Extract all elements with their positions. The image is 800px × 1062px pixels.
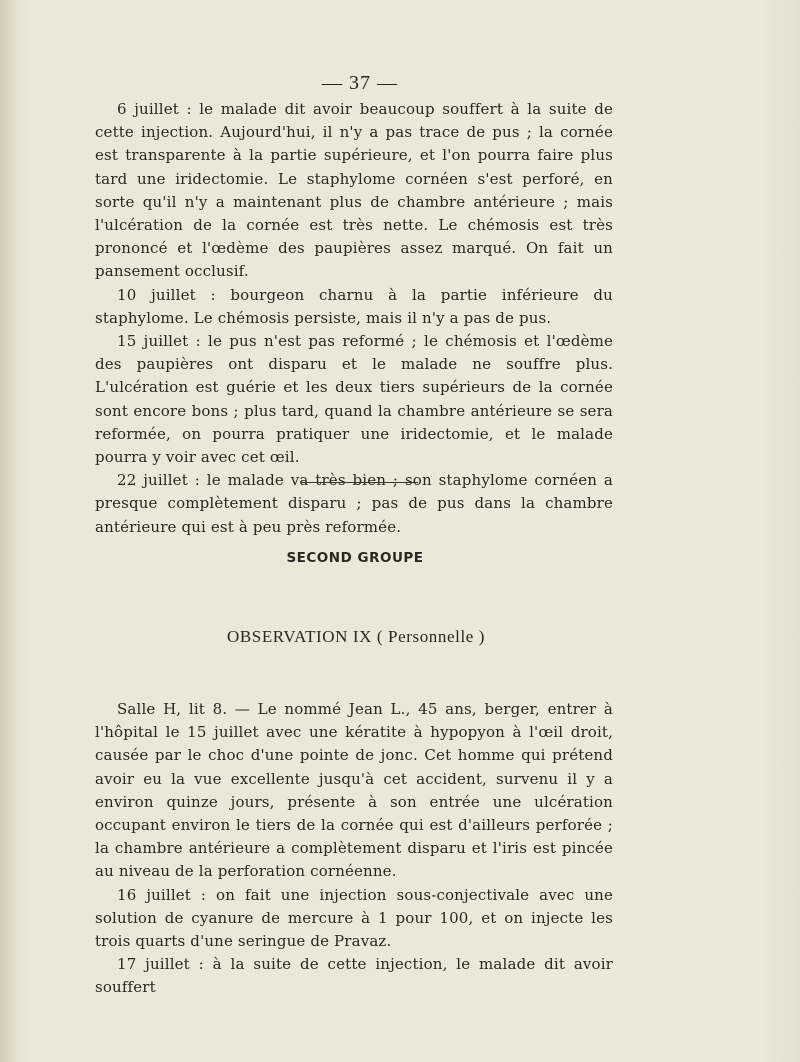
paragraph-22-juillet: 22 juillet : le malade va très bien ; son staphylome cornéen a presque complètement disparu ; pas de pus dans la chambre antérieure qui est à peu près reformée.	[95, 471, 613, 536]
paragraph-salle-h: Salle H, lit 8. — Le nommé Jean L., 45 ans, berger, entrer à l'hôpital le 15 juillet avec une kératite à hypopyon à l'œil droit, causée par le choc d'une pointe de jonc. Cet homme qui prétend avoir eu la vue excellente jusqu'à cet accident, survenu il y a environ quinze jours, présente à son entrée une ulcération occupant environ le tiers de la cornée qui est d'ailleurs perforée ; la chambre antérieure a complètement disparu et l'iris est pincée au niveau de la perforation cornéenne.	[95, 700, 613, 881]
paragraph-15-juillet: 15 juillet : le pus n'est pas reformé ; le chémosis et l'œdème des paupières ont disparu et le malade ne souffre plus. L'ulcération est guérie et les deux tiers supérieurs de la cornée sont encore bons ; plus tard, quand la chambre antérieure se sera reformée, on pourra pratiquer une iridectomie, et le malade pourra y voir avec cet œil.	[95, 332, 613, 467]
paragraph-17-juillet: 17 juillet : à la suite de cette injection, le malade dit avoir souffert	[95, 955, 613, 997]
page-fold-shadow	[0, 0, 18, 1062]
paragraph-6-juillet: 6 juillet : le malade dit avoir beaucoup souffert à la suite de cette injection. Aujourd'hui, il n'y a pas trace de pus ; la cornée est transparente à la partie supérieure, et l'on pourra faire plus tard une iridectomie. Le staphylome cornéen s'est perforé, en sorte qu'il n'y a maintenant plus de chambre antérieure ; mais l'ulcération de la cornée est très nette. Le chémosis est très prononcé et l'œdème des paupières assez marqué. On fait un pansement occlusif.	[95, 100, 613, 281]
observation-continuation-text	[95, 98, 613, 539]
observation-ix-text	[95, 698, 613, 1000]
page-number: — 37 —	[322, 72, 398, 94]
section-divider	[301, 482, 418, 483]
paragraph-16-juillet: 16 juillet : on fait une injection sous-conjectivale avec une solution de cyanure de mercure à 1 pour 100, et on injecte les trois quarts d'une seringue de Pravaz.	[95, 885, 613, 951]
paragraph-10-juillet: 10 juillet : bourgeon charnu à la partie inférieure du staphylome. Le chémosis persiste, mais il n'y a pas de pus.	[95, 285, 613, 327]
observation-title: OBSERVATION IX ( Personnelle )	[226, 627, 486, 646]
section-heading: SECOND GROUPE	[286, 550, 424, 566]
